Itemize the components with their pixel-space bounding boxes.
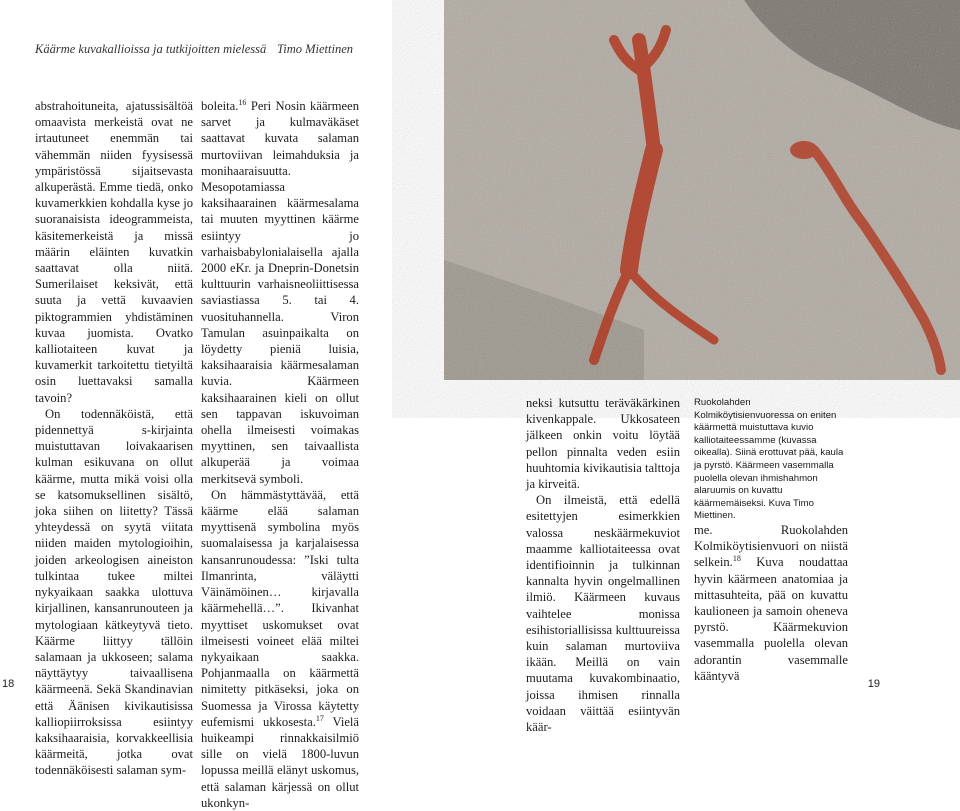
paragraph: me. Ruokolahden Kolmiköytisienvuori on niistä selkein.$^{18}$ Kuva noudattaa hyvin käärmeen anatomiaa ja mittasuhteita, pää on kuvattu kaulioneen ja samoin oheneva pyrstö. Käärmekuvion vasemmalla puolella olevan adorantin vasemmalle kääntyvä — [694, 523, 848, 683]
text-column-2 — [201, 98, 359, 811]
paragraph: neksi kutsuttu teräväkärkinen kivenkappale. Ukkosateen jälkeen onkin voitu löytää pellon pinnalta veden esiin huuhtomia kivikautisia talttoja ja kirveitä. — [526, 396, 680, 492]
rock-painting-image — [444, 0, 960, 380]
footnote-ref: 16 — [238, 97, 247, 107]
page-number-left: 18 — [2, 678, 15, 690]
footnote-ref: 18 — [732, 554, 741, 564]
text-column-3 — [526, 395, 680, 735]
figure-caption: Ruokolahden Kolmiköytisienvuoressa on eniten käärmettä muistuttava kuvio kalliotaiteessamme (kuvassa oikealla). Siinä erottuvat pää, kaula ja pyrstö. Käärmeen vasemmalla puolella olevan ihmishahmon alaruumis on kuvattu käärmemäiseksi. Kuva Timo Miettinen. — [694, 397, 844, 522]
paragraph: boleita.$^{16}$ Peri Nosin käärmeen sarvet ja kulmaväkäset saattavat kuvata salaman murtoviivan leimahduksia ja monihaaraisuutta. Mesopotamiassa kaksihaarainen käärmesalama tai muuten myyttinen käärme esiintyy jo varhaisbabylonialaisella ajalla 2000 eKr. ja Dneprin-Donetsin kulttuurin varhaisneoliittisessa saviastiassa 5. tai 4. vuosituhannella. Viron Tamulan asuinpaikalta on löydetty pieniä luisia, kaksihaaraisia käärmesalaman kuvia. Käärmeen kaksihaarainen kieli on ollut sen tappavan iskuvoiman ohella ilmeisesti voimakas myyttinen, sen taivaallista alkuperää ja voimaa merkitsevä symboli. — [201, 97, 359, 486]
running-head — [35, 42, 353, 57]
rock-painting-photo — [444, 0, 960, 380]
paragraph: abstrahoituneita, ajatussisältöä omaavista merkeistä ovat ne irtautuneet enemmän tai vähemmän niiden fyysisessä ympäristössä sijaitsevasta alkuperästä. Emme tiedä, onko kuvamerkkien kohdalla kyse jo suoranaisista ideogrammeista, käsitemerkeistä ja missä määrin eläinten kuvatkin saattavat olla niitä. Sumerilaiset keksivät, että suuta ja vettä kuvaavien piktogrammien yhdistäminen kuvaa juomista. Ovatko kalliotaiteen kuvat ja kuvamerkit tarkoitettu tietyiltä osin luettavaksi samalla tavoin? — [35, 99, 193, 405]
running-head-title: Käärme kuvakallioissa ja tutkijoitten mielessä — [35, 42, 267, 56]
footnote-ref: 17 — [315, 713, 324, 723]
paragraph: On ilmeistä, että edellä esitettyjen esimerkkien valossa neskäärmekuviot maamme kalliotaiteessa ovat identifioinnin ja tulkinnan kannalta hyvin ongelmallinen ilmiö. Käärmeen kuvaus vaihtelee monissa esihistoriallisissa kulttuureissa kuin salaman murtoviiva ikään. Meillä on vain muutama kuvakombinaatio, joissa ihmisen rinnalla voidaan väittää esiintyvän käär- — [526, 493, 680, 735]
running-head-author: Timo Miettinen — [276, 42, 353, 56]
right-page — [480, 0, 960, 735]
paragraph: On todennäköistä, että pidennettyä s-kirjainta muistuttavan loivakaarisen kulman esikuvana on ollut käärme, mutta mikä voisi olla se katsomuksellinen sisältö, joka siihen on liitetty? Tässä yhteydessä on syytä viitata niiden maiden mytologioihin, joiden arkeologisen aineiston tulkintaa tukee miltei nykyaikaan saakka ulottuva kirjallinen, kansanrunouteen ja mytologiaan kätkeytyvä tieto. Käärme liittyy tällöin salamaan ja ukkoseen; salama näyttäytyy taivaallisena käärmeenä. Sekä Skandinavian että Äänisen kivikautisissa kalliopiirroksissa esiintyy kaksihaaraisia, korvakkeellisia käärmeitä, jotka ovat todennäköisesti salaman sym- — [35, 406, 193, 778]
paragraph: On hämmästyttävää, että käärme elää salaman myyttisenä symbolina myös suomalaisessa ja karjalaisessa kansanrunoudessa: ”Iski tulta Ilmanrinta, väläytti Väinämöinen… kirjavalla käärmehellä…”. Ikivanhat myyttiset uskomukset ovat ilmeisesti voineet elää miltei nykyaikaan saakka. Pohjanmaalla on käärmettä nimitetty pitkäseksi, joka on Suomessa ja Virossa käytetty eufemismi ukkosesta.$^{17}$ Vielä huikeampi rinnakkaisilmiö sille on vielä 1800-luvun lopussa meillä elänyt uskomus, että salaman kärjessä on ollut ukonkyn- — [201, 487, 359, 810]
text-column-4 — [694, 522, 848, 684]
text-column-1 — [35, 98, 193, 779]
left-page — [0, 0, 480, 810]
page-number-right: 19 — [867, 678, 880, 690]
